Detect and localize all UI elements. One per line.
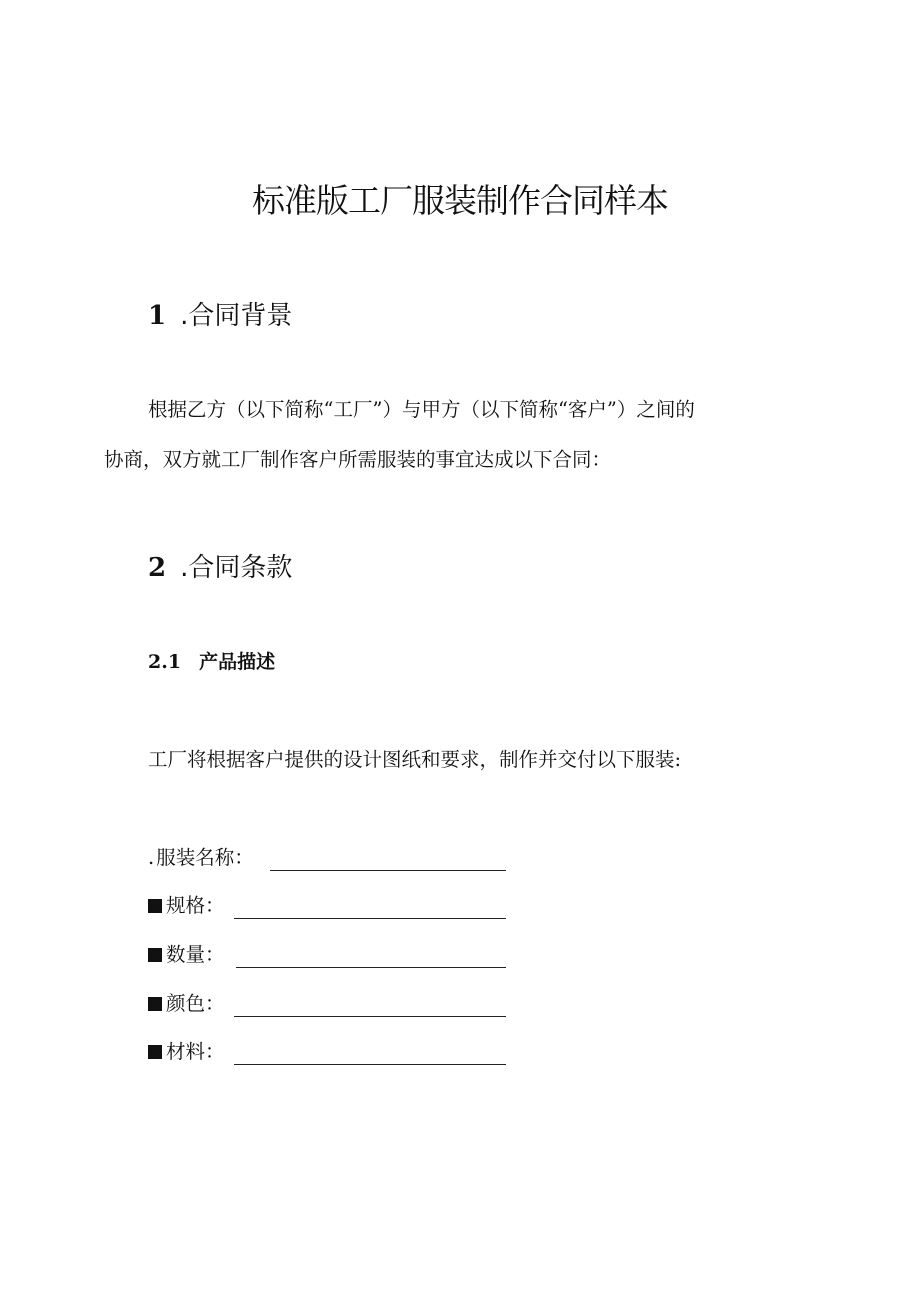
- field-specification: [148, 890, 225, 920]
- field-label: 数量：: [166, 943, 225, 966]
- square-bullet-icon: [148, 997, 162, 1011]
- field-blank-line[interactable]: [234, 1016, 506, 1017]
- field-color: [148, 988, 225, 1018]
- subsection-number: 2.1: [148, 651, 182, 673]
- square-bullet-icon: [148, 948, 162, 962]
- background-paragraph-line-1: 根据乙方（以下简称“工厂”）与甲方（以下简称“客户”）之间的: [148, 398, 695, 421]
- subsection-heading-product-description: [148, 649, 275, 675]
- field-blank-line[interactable]: [270, 870, 506, 871]
- square-bullet-icon: [148, 899, 162, 913]
- section-number: 1: [148, 301, 167, 331]
- section-heading-terms: [148, 550, 292, 586]
- field-blank-line[interactable]: [234, 1064, 506, 1065]
- field-garment-name: [148, 842, 254, 872]
- field-label: 颜色：: [166, 992, 225, 1015]
- square-bullet-icon: [148, 1045, 162, 1059]
- section-heading-background: [148, 298, 292, 334]
- subsection-title: 产品描述: [199, 651, 276, 673]
- field-label: 规格：: [166, 894, 225, 917]
- section-title: .合同条款: [180, 553, 293, 583]
- field-quantity: [148, 939, 225, 969]
- background-paragraph-line-2: 协商，双方就工厂制作客户所需服装的事宜达成以下合同：: [104, 448, 612, 471]
- field-material: [148, 1036, 225, 1066]
- product-description-paragraph: 工厂将根据客户提供的设计图纸和要求，制作并交付以下服装:: [148, 748, 682, 771]
- field-label: 材料：: [166, 1040, 225, 1063]
- document-title: 标准版工厂服装制作合同样本: [252, 181, 668, 220]
- field-blank-line[interactable]: [236, 967, 506, 968]
- section-title: .合同背景: [180, 301, 293, 331]
- field-label: 服装名称：: [156, 846, 254, 869]
- field-marker: .: [148, 846, 155, 869]
- field-blank-line[interactable]: [234, 918, 506, 919]
- section-number: 2: [148, 553, 167, 583]
